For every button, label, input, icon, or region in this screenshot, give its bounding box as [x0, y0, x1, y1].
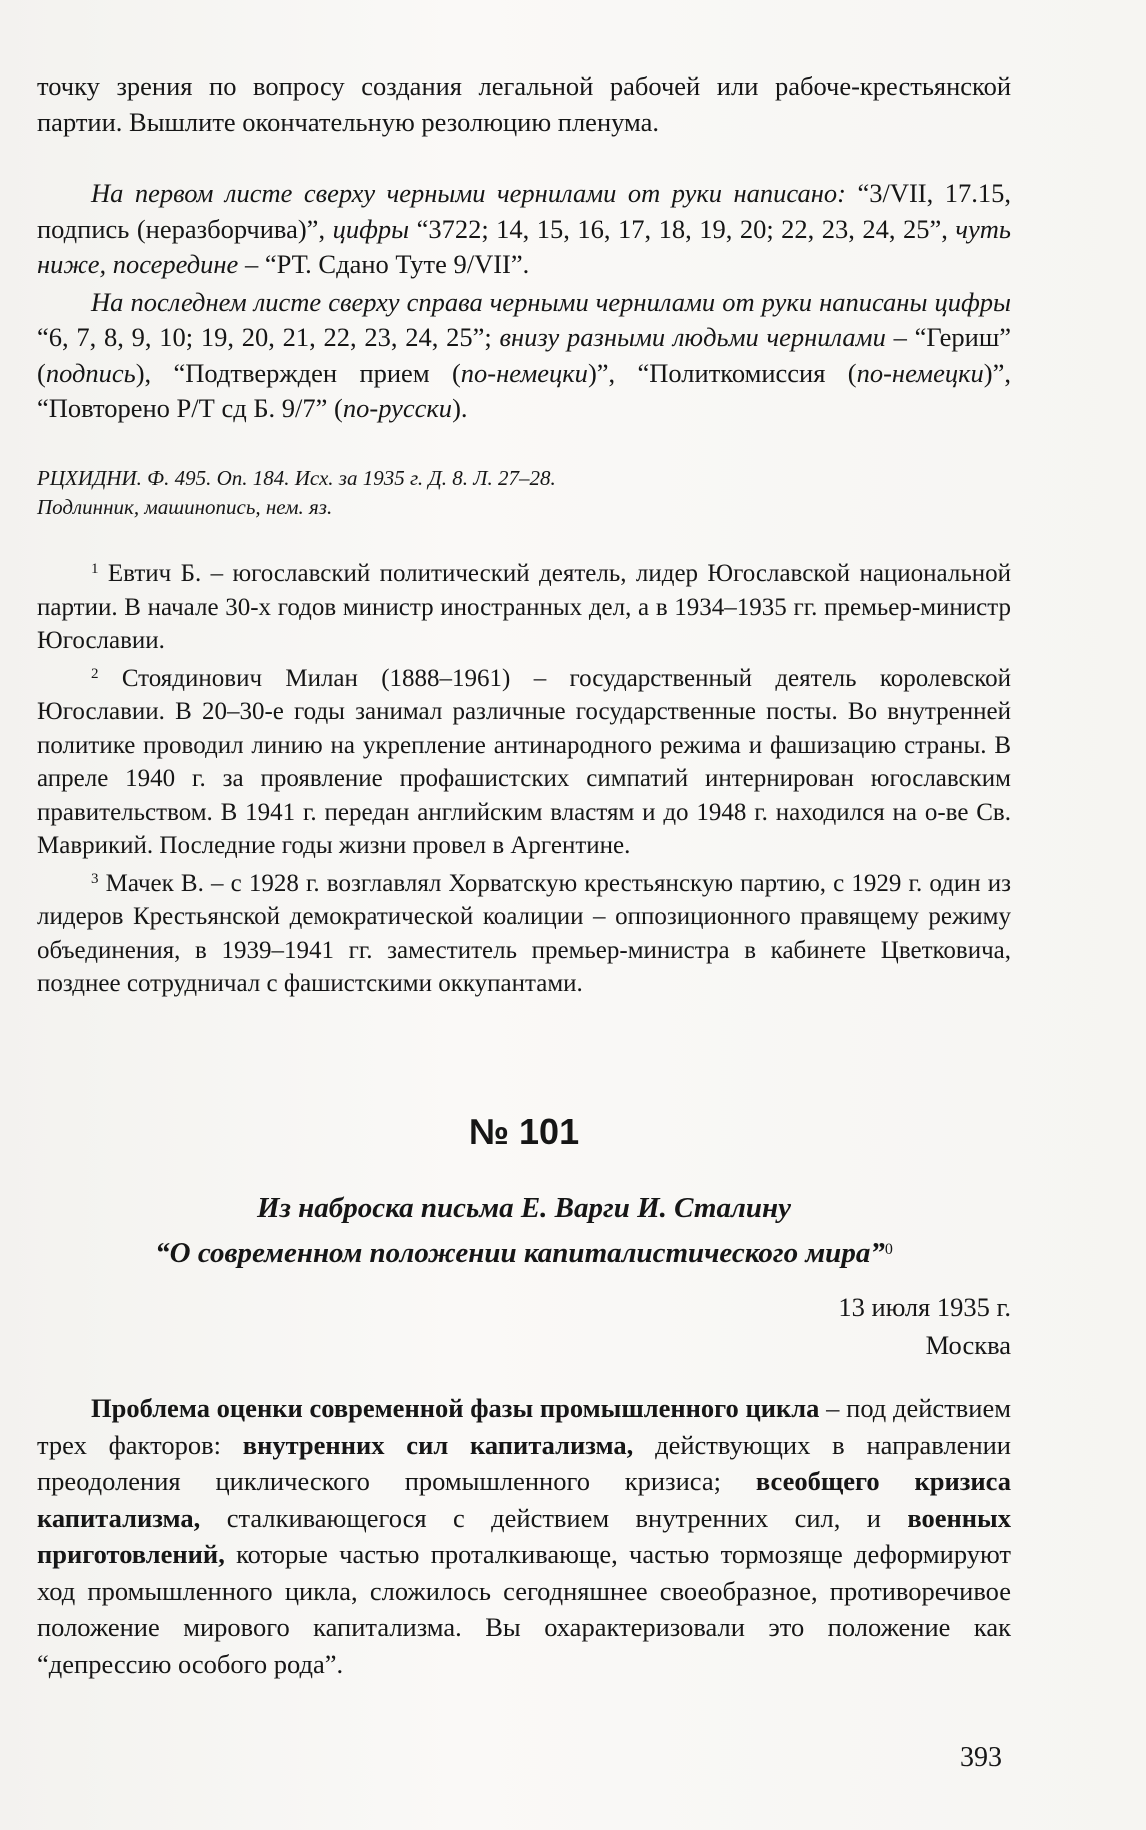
note-italic: по-немецки — [856, 357, 984, 388]
document-title-line-1: Из наброска письма Е. Варги И. Сталину — [257, 1192, 791, 1224]
note-italic: внизу разными людьми чернилами — [499, 322, 886, 352]
archive-line-1: РЦХИДНИ. Ф. 495. Оп. 184. Исх. за 1935 г. Д. 8. Л. 27–28. — [37, 466, 556, 490]
main-text-section — [37, 1390, 1011, 1682]
document-place: Москва — [925, 1330, 1011, 1360]
note-italic: по-русски — [342, 393, 453, 423]
footnote-marker: 3 — [91, 870, 99, 887]
note-italic: подпись — [45, 357, 136, 388]
footnote-marker: 1 — [91, 561, 99, 577]
note-italic: цифры — [332, 213, 410, 244]
footnote-1 — [37, 553, 1011, 658]
main-bold: Проблема оценки современной фазы промышленного цикла — [91, 1393, 820, 1423]
main-text: действующих в направлении преодоления циклического промышленного кризиса; — [37, 1429, 1011, 1496]
page-number: 393 — [960, 1742, 1002, 1773]
note-text: “3722; 14, 15, 16, 17, 18, 19, 20; 22, 23, 24, 25”, — [409, 213, 956, 244]
main-bold: всеобщего кризиса капитализма, — [37, 1466, 1011, 1533]
document-title-line-2 — [37, 1229, 1011, 1274]
note-text: ). — [452, 393, 468, 423]
note-first-sheet — [37, 176, 1011, 283]
footnotes — [37, 553, 1011, 1001]
editorial-notes — [37, 176, 1011, 427]
note-text: )”, “Политкомиссия ( — [587, 357, 857, 388]
note-text: ), “Подтвержден прием ( — [135, 357, 461, 388]
main-text: сталкивающегося с действием внутренних сил, и — [200, 1502, 908, 1533]
footnote-2 — [37, 658, 1011, 863]
footnote-text: Евтич Б. – югославский политический деятель, лидер Югославской национальной партии. В начале 30-х годов министр иностранных дел, а в 1934–1935 гг. премьер-министр Югославии. — [37, 560, 1012, 654]
document-number: № 101 — [468, 1111, 580, 1152]
note-italic: по-немецки — [460, 357, 588, 388]
intro-paragraph: точку зрения по вопросу создания легальной рабочей или рабоче-крестьянской партии. Вышлите окончательную резолюцию пленума. — [37, 71, 1011, 137]
note-last-sheet — [37, 285, 1011, 427]
footnote-text: Мачек В. – с 1928 г. возглавлял Хорватскую крестьянскую партию, с 1929 г. один из лидеров Крестьянской демократической коалиции – оппозиционного правящему режиму объединения, в 1939–1941 гг. заместитель премьер-министра в кабинете Цветковича, позднее сотрудничал с фашистскими оккупантами. — [37, 869, 1011, 997]
document-header — [37, 1110, 1011, 1364]
main-text: которые частью проталкивающе, частью тормозяще деформируют ход промышленного цикла, сложилось сегодняшнее своеобразное, противоречивое положение мирового капитализма. Вы охарактеризовали это положение как “депрессию особого рода”. — [37, 1539, 1011, 1679]
note-text: )”, “Повторено Р/Т сд Б. 9/7” ( — [37, 357, 1011, 423]
note-text: – “РТ. Сдано Туте 9/VII”. — [238, 249, 530, 279]
main-bold: внутренних сил капитализма, — [242, 1429, 634, 1460]
main-paragraph — [37, 1390, 1011, 1682]
note-text: “3/VII, 17.15, подпись (неразборчива)”, — [37, 178, 1011, 244]
archive-reference — [37, 464, 1011, 522]
note-text: – “Гериш” ( — [37, 322, 1011, 388]
footnote-text: Стоядинович Милан (1888–1961) – государственный деятель королевской Югославии. В 20–30-е годы занимал различные государственные посты. Во внутренней политике проводил линию на укрепление антинародного режима и фашизацию страны. В апреле 1940 г. за проявление профашистских симпатий интернирован югославским правительством. В 1941 г. передан английским властям и до 1948 г. находился на о-ве Св. Маврикий. Последние годы жизни провел в Аргентине. — [37, 664, 1012, 859]
main-text: – под действием трех факторов: — [37, 1393, 1012, 1460]
note-italic: чуть ниже, посередине — [37, 213, 1011, 279]
document-date: 13 июля 1935 г. — [838, 1292, 1011, 1322]
note-italic: На первом листе сверху черными чернилами от руки написано: — [91, 178, 846, 208]
note-italic: На последнем листе сверху справа черными чернилами от руки написаны цифры — [91, 286, 1011, 317]
document-title-text: “О современном положении капиталистического мира” — [155, 1237, 885, 1269]
footnote-marker: 2 — [91, 665, 99, 682]
note-text: “6, 7, 8, 9, 10; 19, 20, 21, 22, 23, 24, 25”; — [37, 322, 500, 352]
intro-section — [37, 68, 1011, 140]
archive-line-2: Подлинник, машинопись, нем. яз. — [37, 495, 333, 519]
main-bold: военных приготовлений, — [37, 1502, 1011, 1569]
title-note-mark: 0 — [884, 1241, 893, 1258]
footnote-3 — [37, 863, 1011, 1001]
